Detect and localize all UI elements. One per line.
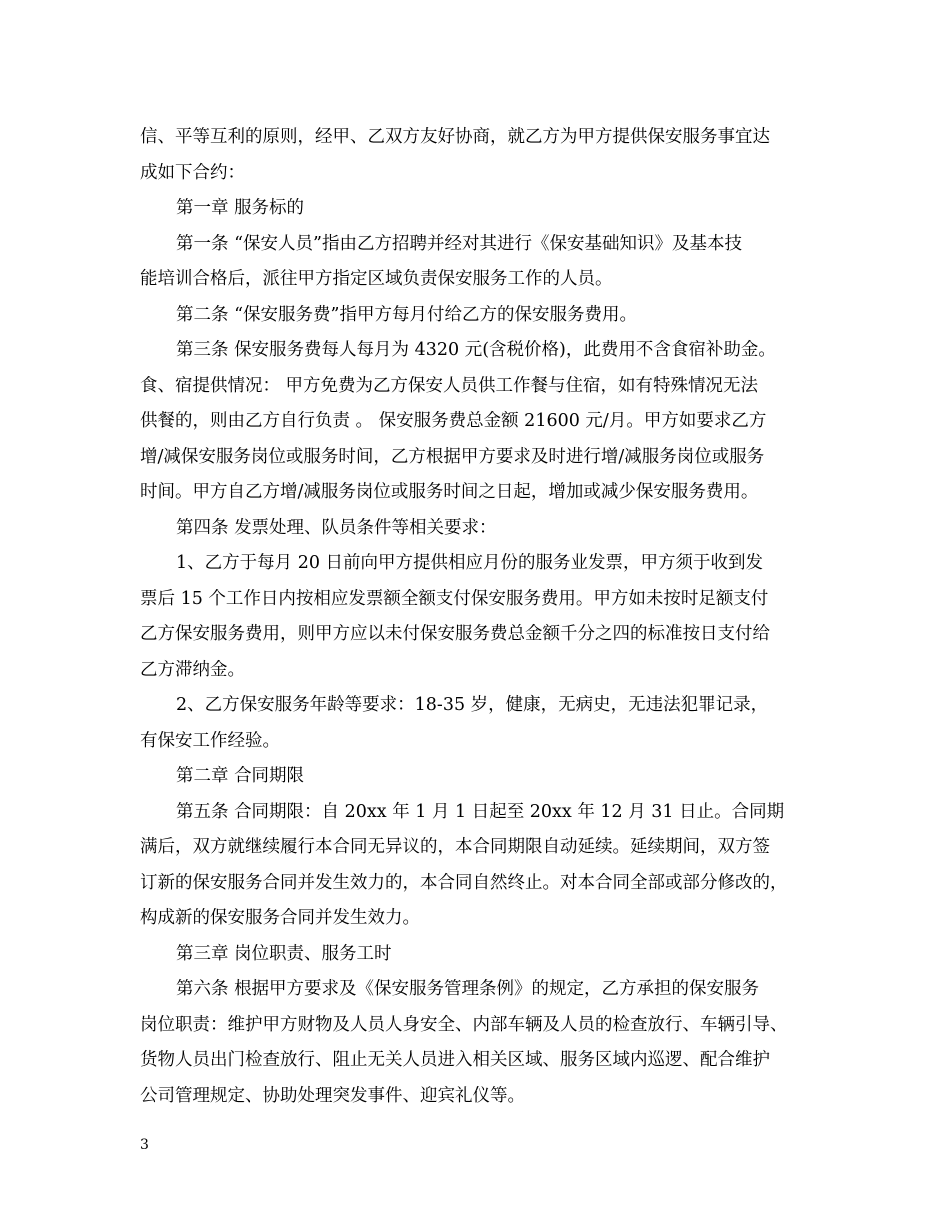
text-line: 满后，双方就继续履行本合同无异议的，本合同期限自动延续。延续期间，双方签	[140, 837, 770, 857]
text-line: 乙方保安服务费用，则甲方应以未付保安服务费总金额千分之四的标准按日支付给	[140, 624, 770, 644]
text-line: 第三条 保安服务费每人每月为 4320 元(含税价格)，此费用不含食宿补助金。	[176, 340, 776, 360]
text-line: 第一章 服务标的	[176, 198, 305, 218]
text-line: 能培训合格后，派往甲方指定区域负责保安服务工作的人员。	[140, 269, 613, 289]
text-line: 货物人员出门检查放行、阻止无关人员进入相关区域、服务区域内巡逻、配合维护	[140, 1050, 770, 1070]
text-line: 第二条 “保安服务费”指甲方每月付给乙方的保安服务费用。	[176, 304, 637, 325]
text-line: 公司管理规定、协助处理突发事件、迎宾礼仪等。	[140, 1085, 525, 1106]
text-line: 1、乙方于每月 20 日前向甲方提供相应月份的服务业发票，甲方须于收到发	[176, 553, 764, 573]
text-line: 第二章 合同期限	[176, 766, 305, 786]
text-line: 成如下合约：	[140, 162, 245, 183]
text-line: 增/减保安服务岗位或服务时间，乙方根据甲方要求及时进行增/减服务岗位或服务	[140, 446, 765, 467]
text-line: 第四条 发票处理、队员条件等相关要求：	[176, 517, 497, 538]
text-line: 第六条 根据甲方要求及《保安服务管理条例》的规定，乙方承担的保安服务	[176, 979, 760, 999]
text-line: 信、平等互利的原则，经甲、乙双方友好协商，就乙方为甲方提供保安服务事宜达	[140, 127, 770, 147]
document-body	[140, 120, 820, 1114]
text-line: 订新的保安服务合同并发生效力的，本合同自然终止。对本合同全部或部分修改的，	[140, 872, 788, 893]
text-line: 有保安工作经验。	[140, 730, 280, 751]
text-line: 第五条 合同期限：自 20xx 年 1 月 1 日起至 20xx 年 12 月 31 日止。合同期	[176, 801, 785, 822]
text-line: 乙方滞纳金。	[140, 659, 245, 680]
text-line: 2、乙方保安服务年龄等要求：18-35 岁，健康，无病史，无违法犯罪记录，	[176, 695, 769, 715]
text-line: 第一条 “保安人员”指由乙方招聘并经对其进行《保安基础知识》及基本技	[176, 233, 742, 254]
text-line: 第三章 岗位职责、服务工时	[176, 943, 392, 964]
text-line: 岗位职责：维护甲方财物及人员人身安全、内部车辆及人员的检查放行、车辆引导、	[140, 1014, 788, 1035]
text-line: 食、宿提供情况： 甲方免费为乙方保安人员供工作餐与住宿，如有特殊情况无法	[140, 375, 759, 396]
page-number: 3	[140, 1137, 149, 1153]
text-line: 时间。甲方自乙方增/减服务岗位或服务时间之日起，增加或减少保安服务费用。	[140, 482, 759, 502]
text-line: 供餐的，则由乙方自行负责 。 保安服务费总金额 21600 元/月。甲方如要求乙方	[140, 411, 767, 431]
text-line: 票后 15 个工作日内按相应发票额全额支付保安服务费用。甲方如未按时足额支付	[140, 588, 769, 609]
text-line: 构成新的保安服务合同并发生效力。	[140, 908, 420, 928]
